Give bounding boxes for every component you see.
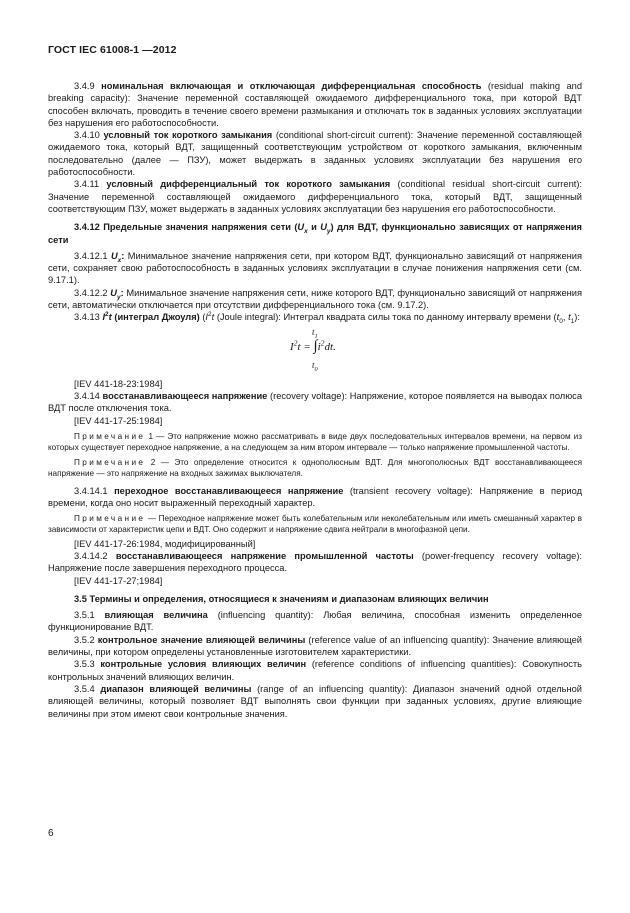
term: номинальная включающая и отключающая дифференциальная способность xyxy=(101,81,482,91)
clause-3-5-4: 3.5.4 диапазон влияющей величины (range of an influencing quantity): Диапазон значений одной отдельной влияющей величины, который позволяет ВДТ выполнять свои функции при заданных условиях, другие влияющие величины при этом имеют свои контрольные значения. xyxy=(48,683,582,719)
iev-reference: [IEV 441-18-23:1984] xyxy=(74,378,163,389)
section-heading-3-5: 3.5 Термины и определения, относящиеся к значениям и диапазонам влияющих величин xyxy=(74,593,489,604)
clause-3-4-12-2: 3.4.12.2 $U_y$: Минимальное значение напряжения сети, ниже которого ВДТ, функционально зависящий от напряжения сети, автоматически отключается при отсутствии дифференциального тока (см. 9.17.2). xyxy=(48,287,583,311)
clause-3-4-13: 3.4.13 $I^2t$ (интеграл Джоуля) ($I^2t$ (Joule integral): Интеграл квадрата силы тока по данному интервалу времени ($t_0$, $t_1$): xyxy=(74,311,580,326)
clause-3-4-14-2: 3.4.14.2 восстанавливающееся напряжение промышленной частоты (power-frequency recovery voltage): Напряжение после завершения переходного процесса. xyxy=(48,550,582,574)
term: контрольное значение влияющей величины xyxy=(97,634,306,645)
clause-3-4-9: 3.4.9 номинальная включающая и отключающая дифференциальная способность (residual making and breaking capacity): Значение переменной составляющей ожидаемого дифференциального тока, при которой ВДТ способен включать, проводить в течение своего времени размыкания и отключать ток в заданных условиях эксплуатации без нарушения его работоспособности. xyxy=(48,81,583,128)
term: условный дифференциальный ток короткого замыкания xyxy=(106,179,391,190)
term: восстанавливающееся напряжение xyxy=(102,390,268,401)
section-heading-3-4-12: 3.4.12 Предельные значения напряжения сети ($U_x$ и $U_y$) для ВДТ, функционально зависящих от напряжения сети xyxy=(48,222,582,245)
clause-3-4-12-1: 3.4.12.1 $U_x$: Минимальное значение напряжения сети, при котором ВДТ, функционально зависящий от напряжения сети, сохраняет свою работоспособность в заданных условиях эксплуатации в случае понижения напряжения сети (см. 9.17.1). xyxy=(48,250,582,286)
term: контрольные условия влияющих величин xyxy=(100,659,307,670)
term: влияющая величина xyxy=(104,610,208,621)
clause-3-4-14: 3.4.14 восстанавливающееся напряжение (recovery voltage): Напряжение, которое появляется на выводах полюса ВДТ после отключения тока. xyxy=(48,390,583,414)
clause-3-4-10: 3.4.10 условный ток короткого замыкания (conditional short-circuit current): Значение переменной составляющей ожидаемого тока, который ВДТ, защищенный соответствующим устройством от короткого замыкания, включенным последовательно (далее — ПЗУ), может выдержать в заданных условиях эксплуатации без нарушения его работоспособности. xyxy=(48,130,582,178)
term: переходное восстанавливающееся напряжение xyxy=(114,485,344,496)
note-3: Примечание — Переходное напряжение может быть колебательным или неколебательным или иметь смешанный характер в зависимости от характеристик цепи и ВДТ. Оно содержит и напряжение сдвига нейтрали в многофазной цепи. xyxy=(48,514,582,535)
clause-3-4-11: 3.4.11 условный дифференциальный ток короткого замыкания (conditional residual short-circuit current): Значение переменной составляющей ожидаемого дифференциального тока, который ВДТ, защищенный соответствующим ПЗУ, может выдержать в заданных условиях эксплуатации без нарушения его работоспособности. xyxy=(48,179,582,214)
iev-reference: [IEV 441-17-27;1984] xyxy=(74,575,163,586)
formula-expression: $I^2t = \int i^2dt$. xyxy=(290,337,336,354)
document-header: ГОСТ IEC 61008-1 —2012 xyxy=(48,44,177,56)
integral-upper-limit: $t_1$ xyxy=(312,326,318,340)
joule-integral-formula xyxy=(48,326,582,374)
note-1: Примечание 1 — Это напряжение можно рассматривать в виде двух последовательных интервалов времени, на первом из которых существует переходное напряжение, а на следующем за ним втором интервале — только напряжение промышленной частоты. xyxy=(48,431,582,453)
iev-reference: [IEV 441-17-26:1984, модифицированный] xyxy=(74,538,256,549)
term: восстанавливающееся напряжение промышленной частоты xyxy=(115,550,414,561)
term: условный ток короткого замыкания xyxy=(103,130,273,141)
page-number: 6 xyxy=(48,828,54,839)
clause-3-5-1: 3.5.1 влияющая величина (influencing quantity): Любая величина, способная изменить определенное функционирование ВДТ. xyxy=(48,610,583,633)
term: диапазон влияющей величины xyxy=(100,683,252,694)
clause-3-5-2: 3.5.2 контрольное значение влияющей величины (reference value of an influencing quantity): Значение влияющей величины, при котором определены установленные изготовителем характеристики. xyxy=(48,634,582,658)
integral-lower-limit: $t_0$ xyxy=(312,359,318,373)
clause-3-4-14-1: 3.4.14.1 переходное восстанавливающееся напряжение (transient recovery voltage): Напряжение в период времени, когда оно носит выраженный переходный характер. xyxy=(48,485,582,508)
document-body xyxy=(48,80,582,720)
note-2: Примечание 2 — Это определение относится к однополюсным ВДТ. Для многополюсных ВДТ восстанавливающееся напряжение — это напряжение на входных зажимах выключателя. xyxy=(48,458,582,479)
clause-3-5-3: 3.5.3 контрольные условия влияющих величин (reference conditions of influencing quantities): Совокупность контрольных значений влияющих величин. xyxy=(48,659,582,682)
iev-reference: [IEV 441-17-25:1984] xyxy=(74,415,163,426)
